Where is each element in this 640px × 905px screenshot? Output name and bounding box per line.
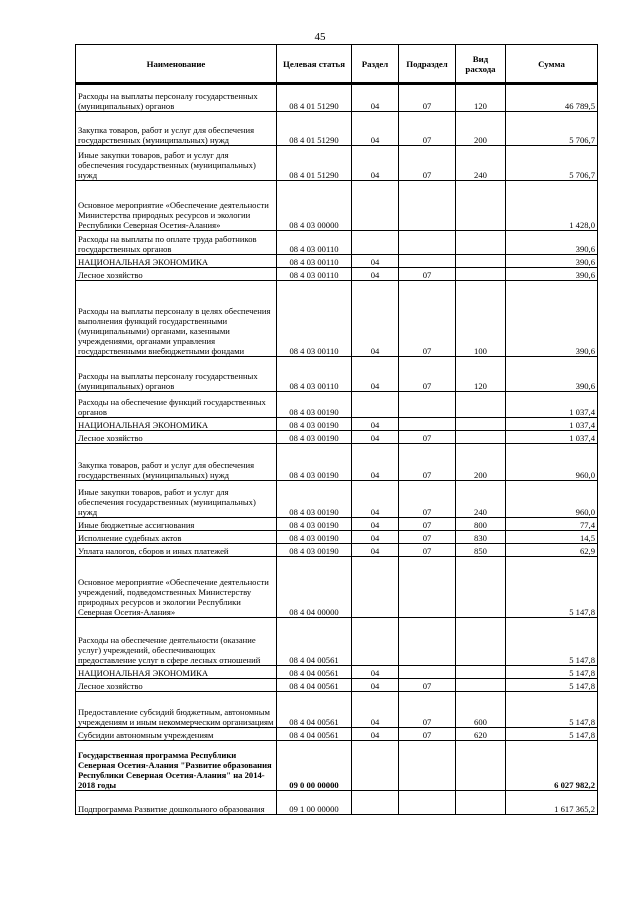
cell-sum: 1 037,4	[506, 392, 598, 418]
cell-section: 04	[352, 518, 399, 531]
cell-sum: 390,6	[506, 268, 598, 281]
cell-name: Лесное хозяйство	[76, 431, 277, 444]
cell-subsection	[399, 618, 456, 666]
cell-subsection: 07	[399, 679, 456, 692]
cell-section: 04	[352, 666, 399, 679]
cell-name: Иные закупки товаров, работ и услуг для обеспечения государственных (муниципальных) нужд	[76, 481, 277, 518]
cell-section: 04	[352, 679, 399, 692]
cell-sum: 1 037,4	[506, 431, 598, 444]
cell-section: 04	[352, 281, 399, 357]
cell-section: 04	[352, 146, 399, 181]
cell-target-article: 08 4 03 00110	[277, 268, 352, 281]
cell-sum: 14,5	[506, 531, 598, 544]
cell-name: Лесное хозяйство	[76, 679, 277, 692]
column-header-section: Раздел	[352, 45, 399, 84]
table-row	[76, 255, 598, 268]
cell-name: Основное мероприятие «Обеспечение деятельности учреждений, подведомственных Министерству природных ресурсов и экологии Республики Северная Осетия-Алания»	[76, 557, 277, 618]
cell-target-article: 08 4 03 00190	[277, 531, 352, 544]
cell-target-article: 09 0 00 00000	[277, 741, 352, 791]
cell-sum: 1 037,4	[506, 418, 598, 431]
cell-expense-type	[456, 181, 506, 231]
cell-expense-type: 120	[456, 84, 506, 112]
cell-sum: 390,6	[506, 357, 598, 392]
cell-section: 04	[352, 357, 399, 392]
cell-section	[352, 741, 399, 791]
cell-target-article: 08 4 03 00000	[277, 181, 352, 231]
table-row	[76, 679, 598, 692]
cell-expense-type	[456, 679, 506, 692]
cell-expense-type	[456, 666, 506, 679]
cell-expense-type	[456, 268, 506, 281]
cell-expense-type: 830	[456, 531, 506, 544]
cell-subsection	[399, 181, 456, 231]
cell-subsection	[399, 231, 456, 255]
table-row	[76, 791, 598, 815]
table-row	[76, 146, 598, 181]
cell-target-article: 08 4 03 00190	[277, 392, 352, 418]
budget-table	[75, 44, 598, 815]
page-number: 45	[314, 31, 326, 43]
cell-expense-type	[456, 418, 506, 431]
cell-sum: 5 147,8	[506, 679, 598, 692]
table-header-row	[76, 45, 598, 84]
cell-target-article: 08 4 04 00561	[277, 618, 352, 666]
cell-target-article: 08 4 04 00561	[277, 679, 352, 692]
table-row	[76, 281, 598, 357]
cell-subsection: 07	[399, 146, 456, 181]
cell-subsection: 07	[399, 112, 456, 146]
table-row	[76, 666, 598, 679]
cell-name: Закупка товаров, работ и услуг для обеспечения государственных (муниципальных) нужд	[76, 112, 277, 146]
table-row	[76, 431, 598, 444]
cell-target-article: 08 4 03 00110	[277, 281, 352, 357]
table-row	[76, 181, 598, 231]
cell-expense-type: 100	[456, 281, 506, 357]
cell-sum: 390,6	[506, 281, 598, 357]
cell-section	[352, 181, 399, 231]
cell-section: 04	[352, 84, 399, 112]
cell-name: Уплата налогов, сборов и иных платежей	[76, 544, 277, 557]
cell-section	[352, 392, 399, 418]
table-row	[76, 357, 598, 392]
cell-name: Исполнение судебных актов	[76, 531, 277, 544]
cell-section: 04	[352, 544, 399, 557]
cell-expense-type	[456, 431, 506, 444]
cell-subsection	[399, 791, 456, 815]
cell-target-article: 08 4 01 51290	[277, 84, 352, 112]
cell-section: 04	[352, 431, 399, 444]
cell-name: Иные закупки товаров, работ и услуг для обеспечения государственных (муниципальных) нужд	[76, 146, 277, 181]
table-row	[76, 518, 598, 531]
cell-subsection: 07	[399, 518, 456, 531]
table-row	[76, 112, 598, 146]
cell-sum: 960,0	[506, 444, 598, 481]
cell-target-article: 08 4 03 00110	[277, 255, 352, 268]
cell-target-article: 08 4 01 51290	[277, 146, 352, 181]
cell-target-article: 08 4 03 00190	[277, 481, 352, 518]
cell-section: 04	[352, 268, 399, 281]
cell-name: Основное мероприятие «Обеспечение деятельности Министерства природных ресурсов и экологии Республики Северная Осетия-Алания»	[76, 181, 277, 231]
table-row	[76, 728, 598, 741]
cell-subsection: 07	[399, 728, 456, 741]
cell-name: Лесное хозяйство	[76, 268, 277, 281]
table-row	[76, 481, 598, 518]
cell-subsection: 07	[399, 444, 456, 481]
cell-target-article: 08 4 03 00110	[277, 231, 352, 255]
cell-subsection: 07	[399, 281, 456, 357]
cell-subsection	[399, 666, 456, 679]
cell-target-article: 08 4 01 51290	[277, 112, 352, 146]
cell-name: Расходы на выплаты персоналу государственных (муниципальных) органов	[76, 84, 277, 112]
cell-subsection	[399, 557, 456, 618]
cell-subsection: 07	[399, 431, 456, 444]
table-row	[76, 544, 598, 557]
table-row	[76, 692, 598, 728]
cell-sum: 5 706,7	[506, 146, 598, 181]
cell-sum: 960,0	[506, 481, 598, 518]
cell-sum: 46 789,5	[506, 84, 598, 112]
cell-subsection: 07	[399, 268, 456, 281]
cell-name: НАЦИОНАЛЬНАЯ ЭКОНОМИКА	[76, 666, 277, 679]
cell-sum: 1 617 365,2	[506, 791, 598, 815]
cell-target-article: 08 4 03 00190	[277, 518, 352, 531]
cell-name: Расходы на обеспечение функций государственных органов	[76, 392, 277, 418]
cell-target-article: 09 1 00 00000	[277, 791, 352, 815]
cell-target-article: 08 4 04 00561	[277, 692, 352, 728]
cell-sum: 390,6	[506, 255, 598, 268]
column-header-name: Наименование	[76, 45, 277, 84]
cell-section	[352, 557, 399, 618]
cell-section: 04	[352, 481, 399, 518]
cell-subsection	[399, 392, 456, 418]
table-row	[76, 444, 598, 481]
column-header-expense-type: Вид расхода	[456, 45, 506, 84]
cell-expense-type: 600	[456, 692, 506, 728]
cell-section: 04	[352, 418, 399, 431]
cell-name: Подпрограмма Развитие дошкольного образования	[76, 791, 277, 815]
table-row	[76, 618, 598, 666]
cell-section	[352, 231, 399, 255]
cell-name: Государственная программа Республики Северная Осетия-Алания "Развитие образования Республики Северная Осетия-Алания" на 2014-2018 годы	[76, 741, 277, 791]
cell-sum: 62,9	[506, 544, 598, 557]
table-row	[76, 268, 598, 281]
table-row	[76, 531, 598, 544]
cell-target-article: 08 4 03 00110	[277, 357, 352, 392]
cell-target-article: 08 4 04 00000	[277, 557, 352, 618]
column-header-sum: Сумма	[506, 45, 598, 84]
cell-section: 04	[352, 112, 399, 146]
cell-sum: 5 147,8	[506, 557, 598, 618]
cell-section: 04	[352, 255, 399, 268]
cell-expense-type: 200	[456, 444, 506, 481]
cell-subsection: 07	[399, 692, 456, 728]
cell-expense-type	[456, 255, 506, 268]
cell-subsection: 07	[399, 357, 456, 392]
cell-name: Закупка товаров, работ и услуг для обеспечения государственных (муниципальных) нужд	[76, 444, 277, 481]
cell-subsection	[399, 741, 456, 791]
cell-target-article: 08 4 03 00190	[277, 418, 352, 431]
cell-subsection: 07	[399, 481, 456, 518]
cell-sum: 5 147,8	[506, 692, 598, 728]
cell-name: НАЦИОНАЛЬНАЯ ЭКОНОМИКА	[76, 418, 277, 431]
cell-name: Предоставление субсидий бюджетным, автономным учреждениям и иным некоммерческим организациям	[76, 692, 277, 728]
cell-name: Расходы на обеспечение деятельности (оказание услуг) учреждений, обеспечивающих предоставление услуг в сфере лесных отношений	[76, 618, 277, 666]
cell-sum: 5 147,8	[506, 666, 598, 679]
cell-name: Иные бюджетные ассигнования	[76, 518, 277, 531]
cell-sum: 5 147,8	[506, 618, 598, 666]
cell-name: Расходы на выплаты по оплате труда работников государственных органов	[76, 231, 277, 255]
cell-expense-type: 620	[456, 728, 506, 741]
cell-section: 04	[352, 444, 399, 481]
cell-expense-type	[456, 557, 506, 618]
cell-expense-type	[456, 791, 506, 815]
cell-sum: 390,6	[506, 231, 598, 255]
cell-expense-type	[456, 392, 506, 418]
cell-subsection	[399, 255, 456, 268]
cell-section	[352, 791, 399, 815]
table-row	[76, 418, 598, 431]
cell-sum: 5 147,8	[506, 728, 598, 741]
cell-subsection: 07	[399, 544, 456, 557]
cell-subsection: 07	[399, 531, 456, 544]
cell-expense-type: 200	[456, 112, 506, 146]
table-body	[76, 84, 598, 815]
cell-target-article: 08 4 03 00190	[277, 444, 352, 481]
cell-sum: 5 706,7	[506, 112, 598, 146]
table-row	[76, 392, 598, 418]
cell-name: Расходы на выплаты персоналу в целях обеспечения выполнения функций государственными (муниципальными) органами, казенными учреждениями, органами управления государственными внебюджетными фондами	[76, 281, 277, 357]
cell-expense-type	[456, 618, 506, 666]
table-row	[76, 557, 598, 618]
column-header-subsection: Подраздел	[399, 45, 456, 84]
cell-expense-type: 240	[456, 146, 506, 181]
table-row	[76, 231, 598, 255]
cell-section: 04	[352, 728, 399, 741]
column-header-target-article: Целевая статья	[277, 45, 352, 84]
table-row	[76, 741, 598, 791]
cell-target-article: 08 4 04 00561	[277, 666, 352, 679]
cell-name: Субсидии автономным учреждениям	[76, 728, 277, 741]
cell-subsection	[399, 418, 456, 431]
cell-expense-type: 800	[456, 518, 506, 531]
cell-name: НАЦИОНАЛЬНАЯ ЭКОНОМИКА	[76, 255, 277, 268]
cell-sum: 6 027 982,2	[506, 741, 598, 791]
cell-section: 04	[352, 531, 399, 544]
cell-expense-type	[456, 741, 506, 791]
cell-target-article: 08 4 03 00190	[277, 544, 352, 557]
cell-section: 04	[352, 692, 399, 728]
cell-target-article: 08 4 03 00190	[277, 431, 352, 444]
cell-expense-type: 240	[456, 481, 506, 518]
table-row	[76, 84, 598, 112]
cell-expense-type: 120	[456, 357, 506, 392]
cell-expense-type	[456, 231, 506, 255]
cell-subsection: 07	[399, 84, 456, 112]
cell-name: Расходы на выплаты персоналу государственных (муниципальных) органов	[76, 357, 277, 392]
cell-target-article: 08 4 04 00561	[277, 728, 352, 741]
cell-sum: 1 428,0	[506, 181, 598, 231]
cell-sum: 77,4	[506, 518, 598, 531]
cell-expense-type: 850	[456, 544, 506, 557]
cell-section	[352, 618, 399, 666]
